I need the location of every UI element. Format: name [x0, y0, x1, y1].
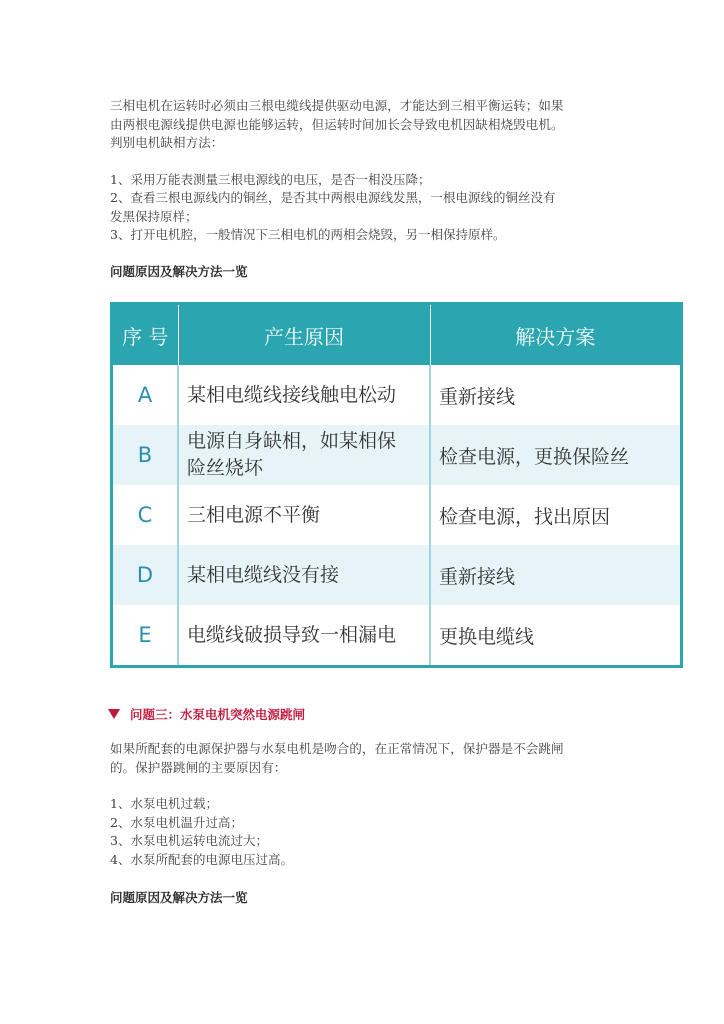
- section-heading: 问题原因及解决方法一览: [110, 263, 248, 279]
- list-item: 1、水泵电机过载；: [110, 796, 218, 811]
- header-cause: 产生原因: [178, 304, 430, 366]
- row-solution: 检查电源，更换保险丝: [430, 425, 682, 485]
- row-solution: 重新接线: [430, 365, 682, 425]
- row-cause: 某相电缆线没有接: [178, 545, 430, 605]
- row-solution: 重新接线: [430, 545, 682, 605]
- list-item: 4、水泵所配套的电源电压过高。: [110, 851, 293, 867]
- section-heading: 问题原因及解决方法一览: [110, 890, 248, 905]
- row-cause: [178, 425, 430, 485]
- row-seq: B: [112, 425, 179, 485]
- para-line: 如果所配套的电源保护器与水泵电机是吻合的，在正常情况下，保护器是不会跳闸: [110, 741, 564, 756]
- header-solution: 解决方案: [430, 304, 682, 366]
- header-seq: 序 号: [112, 304, 179, 366]
- section2-body: [110, 740, 630, 906]
- row-seq: D: [112, 545, 179, 605]
- table-row: [112, 605, 682, 667]
- row-solution: 检查电源，找出原因: [430, 485, 682, 545]
- intro-block: [110, 97, 620, 280]
- row-cause: 三相电源不平衡: [178, 485, 430, 545]
- list-item: 发黑保持原样；: [110, 208, 198, 224]
- row-solution: 更换电缆线: [430, 605, 682, 667]
- row-seq: A: [112, 365, 179, 425]
- table-row: [112, 545, 682, 605]
- row-cause-line: 险丝烧坏: [187, 457, 264, 479]
- list-item: 3、水泵电机运转电流过大；: [110, 833, 268, 848]
- row-cause: 电缆线破损导致一相漏电: [178, 605, 430, 667]
- row-seq: E: [112, 605, 179, 667]
- list-item: 2、水泵电机温升过高；: [110, 814, 243, 830]
- reason-list: [110, 795, 630, 869]
- intro-line: 判别电机缺相方法：: [110, 135, 224, 150]
- para-line: 的。保护器跳闸的主要原因有：: [110, 759, 287, 775]
- list-item: 2、查看三根电源线内的铜丝，是否其中两根电源线发黑，一根电源线的铜丝没有: [110, 190, 556, 205]
- row-cause-line: 电源自身缺相，如某相保: [187, 430, 397, 452]
- row-seq: C: [112, 485, 179, 545]
- cause-solution-table: [110, 302, 683, 668]
- section-title-text: 问题三：水泵电机突然电源跳闸: [130, 707, 306, 722]
- table-header-row: [112, 304, 682, 366]
- table-row: [112, 365, 682, 425]
- intro-line: 由两根电源线提供电源也能够运转，但运转时间加长会导致电机因缺相烧毁电机。: [110, 116, 564, 132]
- table-row: [112, 485, 682, 545]
- intro-line: 三相电机在运转时必须由三根电缆线提供驱动电源，才能达到三相平衡运转；如果: [110, 98, 564, 113]
- list-item: 3、打开电机腔，一般情况下三相电机的两相会烧毁，另一相保持原样。: [110, 227, 506, 242]
- triangle-down-icon: [108, 709, 120, 719]
- method-list: [110, 171, 620, 245]
- row-cause: 某相电缆线接线触电松动: [178, 365, 430, 425]
- list-item: 1、采用万能表测量三根电源线的电压，是否一相没压降；: [110, 171, 431, 187]
- table-row: [112, 425, 682, 485]
- section-title: [108, 705, 305, 723]
